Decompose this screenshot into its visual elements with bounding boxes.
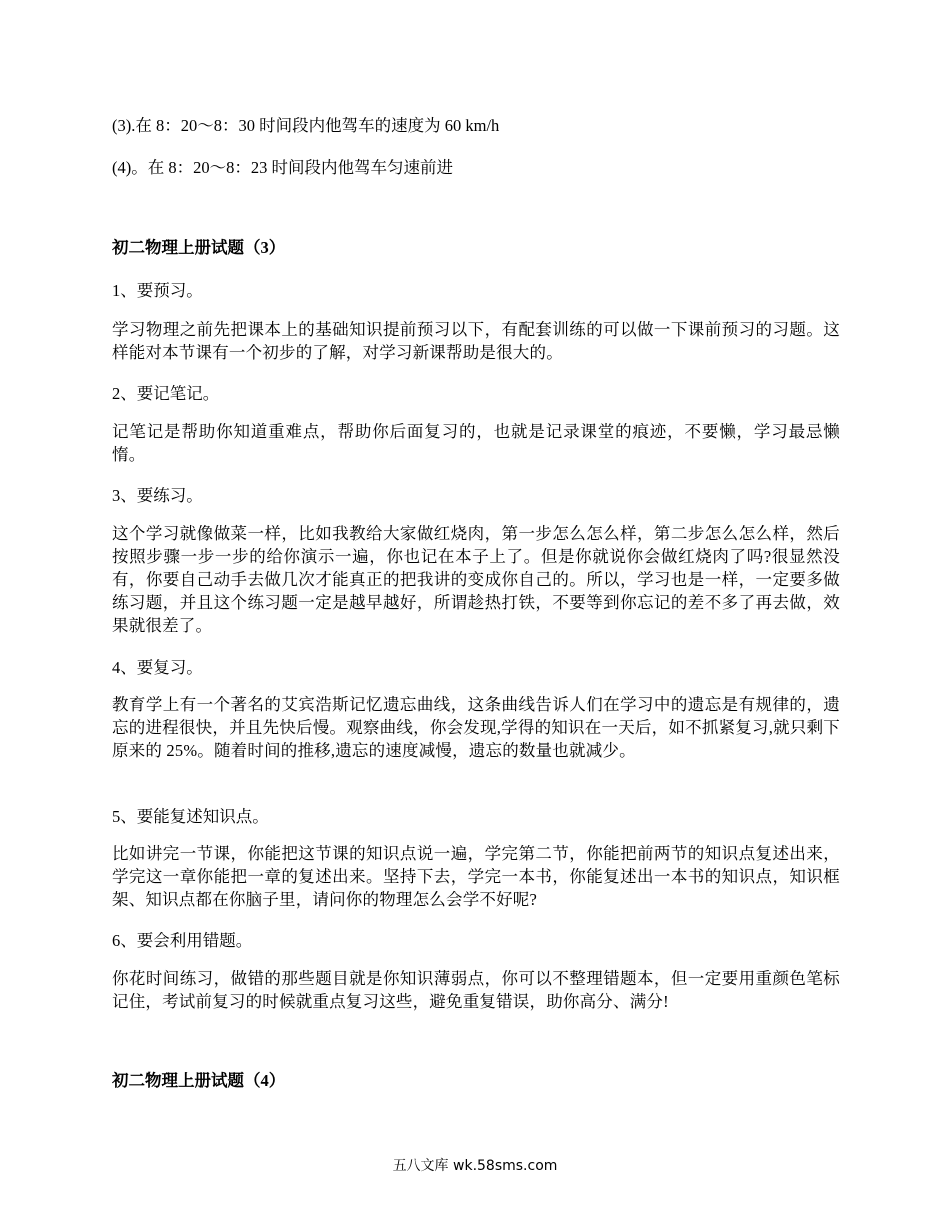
- tip-2-heading: 2、要记笔记。: [112, 384, 220, 403]
- tip-2-body: 记笔记是帮助你知道重难点，帮助你后面复习的，也就是记录课堂的痕迹，不要懒，学习最忌懒惰。: [112, 422, 840, 464]
- tip-5-heading: 5、要能复述知识点。: [112, 807, 269, 826]
- section-3-title: 初二物理上册试题（3）: [112, 238, 286, 257]
- tip-1-body: 学习物理之前先把课本上的基础知识提前预习以下，有配套训练的可以做一下课前预习的习题。这样能对本节课有一个初步的了解，对学习新课帮助是很大的。: [112, 320, 840, 362]
- tip-3-heading: 3、要练习。: [112, 486, 203, 505]
- tip-3-body: 这个学习就像做菜一样，比如我教给大家做红烧肉，第一步怎么怎么样，第二步怎么怎么样，然后按照步骤一步一步的给你演示一遍，你也记在本子上了。但是你就说你会做红烧肉了吗?很显然没有，你要自己动手去做几次才能真正的把我讲的变成你自己的。所以，学习也是一样，一定要多做练习题，并且这个练习题一定是越早越好，所谓趁热打铁，不要等到你忘记的差不多了再去做，效果就很差了。: [112, 524, 840, 635]
- tip-1-heading: 1、要预习。: [112, 281, 203, 300]
- tip-4-body: 教育学上有一个著名的艾宾浩斯记忆遗忘曲线，这条曲线告诉人们在学习中的遗忘是有规律的，遗忘的进程很快，并且先快后慢。观察曲线，你会发现,学得的知识在一天后，如不抓紧复习,就只剩下原来的 25%。随着时间的推移,遗忘的速度减慢，遗忘的数量也就减少。: [112, 695, 840, 760]
- item-3-text: (3).在 8：20～8：30 时间段内他驾车的速度为 60 km/h: [112, 116, 500, 135]
- tip-5-body: 比如讲完一节课，你能把这节课的知识点说一遍，学完第二节，你能把前两节的知识点复述出来，学完这一章你能把一章的复述出来。坚持下去，学完一本书，你能复述出一本书的知识点，知识框架、知识点都在你脑子里，请问你的物理怎么会学不好呢?: [112, 844, 840, 909]
- tip-4-heading: 4、要复习。: [112, 658, 203, 677]
- item-4-text: (4)。在 8：20～8：23 时间段内他驾车匀速前进: [112, 158, 453, 177]
- tip-6-heading: 6、要会利用错题。: [112, 931, 253, 950]
- footer-watermark: 五八文库 wk.58sms.com: [392, 1158, 558, 1174]
- section-4-title: 初二物理上册试题（4）: [112, 1071, 286, 1090]
- tip-6-body: 你花时间练习，做错的那些题目就是你知识薄弱点，你可以不整理错题本，但一定要用重颜色笔标记住，考试前复习的时候就重点复习这些，避免重复错误，助你高分、满分!: [112, 969, 840, 1011]
